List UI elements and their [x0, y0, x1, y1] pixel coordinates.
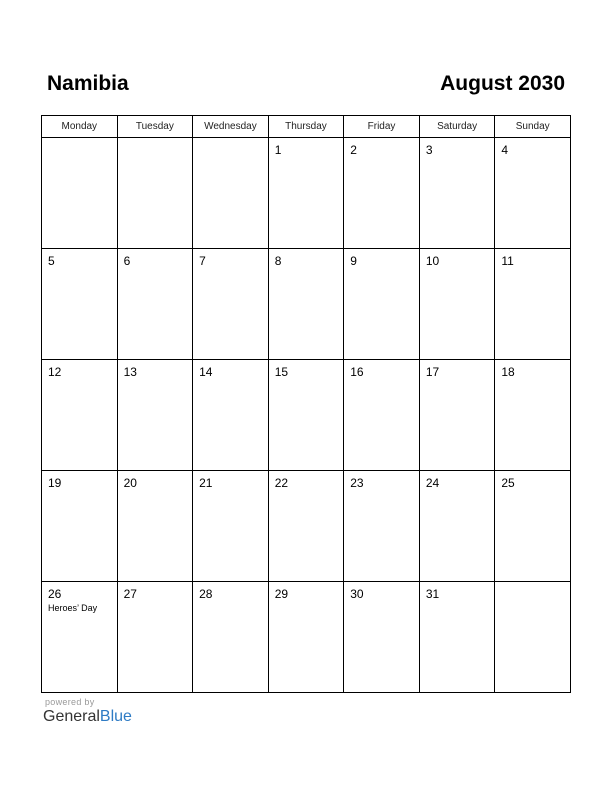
day-cell — [268, 249, 344, 360]
week-row — [42, 360, 571, 471]
day-number: 29 — [274, 587, 289, 601]
day-number: 1 — [274, 143, 282, 157]
day-cell — [42, 138, 118, 249]
day-cell — [117, 582, 193, 693]
weekday-saturday: Saturday — [419, 116, 495, 138]
day-number: 2 — [350, 143, 357, 157]
holiday-label: Heroes’ Day — [48, 603, 98, 613]
weekday-sunday: Sunday — [495, 116, 571, 138]
brand-blue: Blue — [99, 708, 132, 725]
week-row — [42, 582, 571, 693]
day-cell — [193, 471, 269, 582]
day-number: 10 — [425, 254, 440, 268]
day-cell — [42, 249, 118, 360]
day-cell — [495, 360, 571, 471]
day-number: 20 — [123, 476, 137, 490]
day-number: 14 — [199, 365, 213, 379]
day-number: 25 — [501, 476, 515, 490]
day-number: 13 — [123, 365, 137, 379]
month-year-title: August 2030 — [440, 72, 565, 95]
day-cell — [42, 360, 118, 471]
day-number: 24 — [425, 476, 440, 490]
day-number: 18 — [501, 365, 515, 379]
weekday-friday: Friday — [344, 116, 420, 138]
day-cell — [268, 471, 344, 582]
week-row — [42, 471, 571, 582]
day-cell — [419, 249, 495, 360]
day-number: 8 — [274, 254, 282, 268]
day-cell — [193, 582, 269, 693]
day-cell — [344, 582, 420, 693]
day-cell — [419, 471, 495, 582]
weekday-tuesday: Tuesday — [117, 116, 193, 138]
day-cell — [42, 471, 118, 582]
calendar-grid — [41, 115, 571, 693]
day-number: 19 — [48, 476, 62, 490]
day-cell — [495, 582, 571, 693]
day-cell — [419, 582, 495, 693]
day-number: 26 — [48, 587, 62, 601]
day-number: 15 — [274, 365, 289, 379]
day-number: 21 — [199, 476, 213, 490]
week-row — [42, 249, 571, 360]
day-number: 23 — [350, 476, 364, 490]
day-cell — [268, 138, 344, 249]
day-number: 31 — [425, 587, 440, 601]
day-number: 7 — [199, 254, 206, 268]
day-number: 9 — [350, 254, 357, 268]
day-number: 30 — [350, 587, 364, 601]
day-cell — [419, 360, 495, 471]
day-cell — [117, 249, 193, 360]
day-number: 17 — [425, 365, 440, 379]
day-number: 12 — [48, 365, 62, 379]
country-title: Namibia — [47, 72, 129, 95]
day-number: 5 — [48, 254, 55, 268]
day-number: 11 — [501, 254, 514, 268]
weekday-header-row — [42, 116, 571, 138]
day-number: 27 — [123, 587, 137, 601]
day-cell — [344, 138, 420, 249]
day-cell — [495, 471, 571, 582]
day-cell — [193, 138, 269, 249]
weekday-thursday: Thursday — [268, 116, 344, 138]
day-cell — [117, 138, 193, 249]
weekday-monday: Monday — [42, 116, 118, 138]
day-cell — [42, 582, 118, 693]
day-number: 4 — [501, 143, 509, 157]
brand-general: General — [43, 708, 100, 725]
powered-by-text: powered by — [45, 697, 95, 707]
day-cell — [344, 471, 420, 582]
day-number: 16 — [350, 365, 364, 379]
day-number: 22 — [274, 476, 289, 490]
day-cell — [344, 249, 420, 360]
brand-logo[interactable] — [43, 708, 132, 726]
day-cell — [193, 249, 269, 360]
day-cell — [117, 471, 193, 582]
day-cell — [268, 360, 344, 471]
day-cell — [344, 360, 420, 471]
day-number: 6 — [123, 254, 131, 268]
day-number: 3 — [425, 143, 433, 157]
day-cell — [117, 360, 193, 471]
day-cell — [495, 138, 571, 249]
day-cell — [495, 249, 571, 360]
weekday-wednesday: Wednesday — [193, 116, 269, 138]
day-cell — [419, 138, 495, 249]
day-cell — [193, 360, 269, 471]
day-cell — [268, 582, 344, 693]
week-row — [42, 138, 571, 249]
day-number: 28 — [199, 587, 213, 601]
